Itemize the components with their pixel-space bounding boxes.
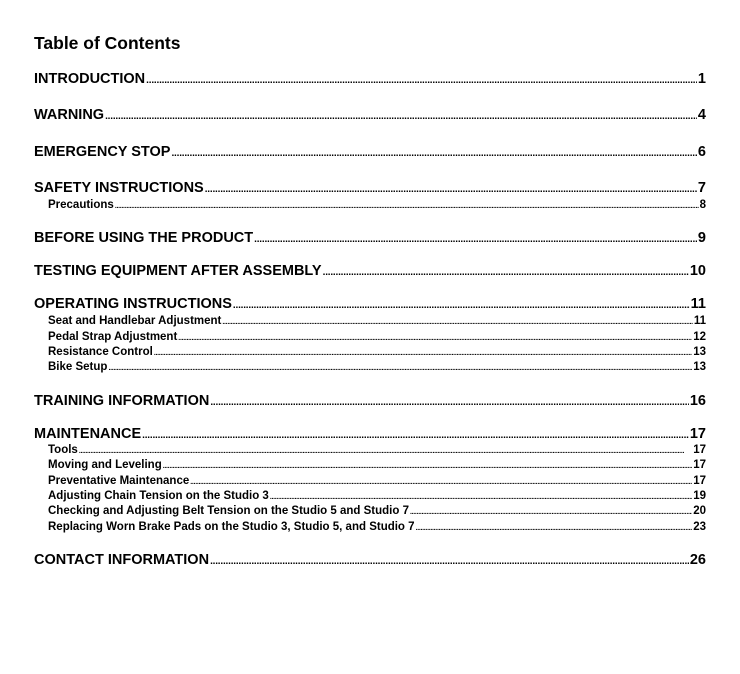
dot-leader bbox=[163, 460, 692, 474]
toc-entry-page: 17 bbox=[693, 475, 706, 487]
toc-entry-page: 1 bbox=[697, 71, 706, 87]
toc-entry-before-using-the-product[interactable] bbox=[34, 229, 706, 247]
dot-leader bbox=[178, 332, 692, 346]
toc-entry-label: Replacing Worn Brake Pads on the Studio 3, Studio 5, and Studio 7 bbox=[48, 521, 415, 533]
toc-subentry-resistance-control[interactable] bbox=[34, 345, 706, 359]
toc-entry-page: 12 bbox=[693, 331, 706, 343]
toc-entry-label: Adjusting Chain Tension on the Studio 3 bbox=[48, 490, 269, 502]
toc-subentry-belt-tension[interactable] bbox=[34, 504, 706, 518]
toc-entry-safety-instructions[interactable] bbox=[34, 179, 706, 197]
toc-entry-introduction[interactable] bbox=[34, 70, 706, 88]
toc-entry-page: 9 bbox=[697, 230, 706, 246]
dot-leader bbox=[222, 316, 692, 330]
toc-subentry-preventative-maintenance[interactable] bbox=[34, 474, 706, 488]
dot-leader bbox=[105, 108, 697, 126]
toc-entry-testing-equipment[interactable] bbox=[34, 262, 706, 280]
toc-entry-maintenance[interactable] bbox=[34, 425, 706, 443]
toc-subentry-seat-handlebar[interactable] bbox=[34, 314, 706, 328]
toc-entry-page: 7 bbox=[697, 180, 706, 196]
toc-entry-warning[interactable] bbox=[34, 106, 706, 124]
toc-subentry-pedal-strap[interactable] bbox=[34, 330, 706, 344]
dot-leader bbox=[323, 264, 689, 282]
toc-entry-label: BEFORE USING THE PRODUCT bbox=[34, 230, 254, 246]
toc-entry-label: INTRODUCTION bbox=[34, 71, 146, 87]
dot-leader bbox=[146, 72, 697, 90]
dot-leader bbox=[115, 200, 699, 214]
toc-entry-label: Checking and Adjusting Belt Tension on the Studio 5 and Studio 7 bbox=[48, 505, 409, 517]
dot-leader bbox=[190, 476, 692, 490]
toc-entry-label: Bike Setup bbox=[48, 361, 108, 373]
toc-title: Table of Contents bbox=[34, 33, 181, 53]
dot-leader bbox=[270, 491, 692, 505]
dot-leader bbox=[171, 145, 696, 163]
toc-subentry-brake-pads[interactable] bbox=[34, 520, 706, 534]
toc-entry-label: OPERATING INSTRUCTIONS bbox=[34, 296, 232, 312]
dot-leader bbox=[108, 362, 692, 376]
toc-entry-page: 17 bbox=[693, 444, 706, 456]
toc-entry-operating-instructions[interactable] bbox=[34, 295, 706, 313]
dot-leader bbox=[410, 506, 692, 520]
dot-leader bbox=[416, 522, 693, 536]
toc-entry-label: Moving and Leveling bbox=[48, 459, 162, 471]
toc-entry-label: Precautions bbox=[48, 199, 114, 211]
toc-entry-label: EMERGENCY STOP bbox=[34, 144, 171, 160]
dot-leader bbox=[233, 297, 690, 315]
toc-entry-page: 13 bbox=[693, 361, 706, 373]
toc-entry-label: Resistance Control bbox=[48, 346, 153, 358]
toc-entry-emergency-stop[interactable] bbox=[34, 143, 706, 161]
dot-leader bbox=[154, 347, 692, 361]
dot-leader bbox=[210, 394, 689, 412]
toc-entry-page: 11 bbox=[690, 296, 706, 312]
dot-leader bbox=[205, 181, 697, 199]
toc-entry-label: TESTING EQUIPMENT AFTER ASSEMBLY bbox=[34, 263, 322, 279]
toc-entry-label: TRAINING INFORMATION bbox=[34, 393, 210, 409]
toc-entry-page: 6 bbox=[697, 144, 706, 160]
toc-entry-training-information[interactable] bbox=[34, 392, 706, 410]
toc-entry-page: 20 bbox=[693, 505, 706, 517]
toc-entry-page: 4 bbox=[697, 107, 706, 123]
toc-entry-page: 17 bbox=[693, 459, 706, 471]
toc-entry-label: CONTACT INFORMATION bbox=[34, 552, 210, 568]
dot-leader bbox=[210, 553, 689, 571]
toc-entry-page: 11 bbox=[693, 315, 706, 327]
toc-entry-page: 10 bbox=[689, 263, 706, 279]
toc-entry-contact-information[interactable] bbox=[34, 551, 706, 569]
toc-entry-page: 16 bbox=[689, 393, 706, 409]
toc-entry-page: 13 bbox=[693, 346, 706, 358]
toc-entry-label: WARNING bbox=[34, 107, 105, 123]
toc-entry-label: MAINTENANCE bbox=[34, 426, 142, 442]
toc-subentry-moving-leveling[interactable] bbox=[34, 458, 706, 472]
toc-entry-page: 17 bbox=[689, 426, 706, 442]
dot-leader bbox=[79, 445, 692, 459]
toc-subentry-precautions[interactable] bbox=[34, 198, 706, 212]
toc-entry-label: Seat and Handlebar Adjustment bbox=[48, 315, 222, 327]
toc-subentry-chain-tension[interactable] bbox=[34, 489, 706, 503]
toc-entry-page: 19 bbox=[693, 490, 706, 502]
toc-entry-label: SAFETY INSTRUCTIONS bbox=[34, 180, 204, 196]
dot-leader bbox=[254, 231, 697, 249]
toc-entry-page: 26 bbox=[689, 552, 706, 568]
toc-entry-label: Tools bbox=[48, 444, 78, 456]
toc-subentry-tools[interactable] bbox=[34, 443, 706, 457]
toc-entry-page: 23 bbox=[693, 521, 706, 533]
toc-subentry-bike-setup[interactable] bbox=[34, 360, 706, 374]
toc-entry-label: Preventative Maintenance bbox=[48, 475, 190, 487]
toc-entry-label: Pedal Strap Adjustment bbox=[48, 331, 178, 343]
toc-entry-page: 8 bbox=[699, 199, 706, 211]
